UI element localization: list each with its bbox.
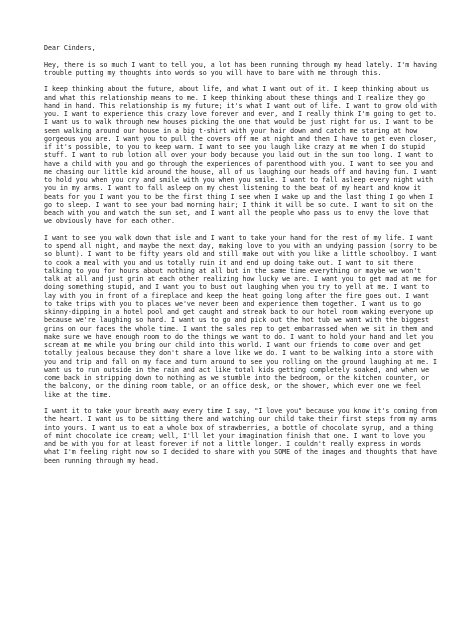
letter-paragraph-2: I keep thinking about the future, about life, and what I want out of it. I keep thinking about us and what this relationship means to me. I keep thinking about these things and I realize they go hand in hand. This relationship is my future; it's what I want out of life. I want to grow old with you. I want to experience this crazy love forever and ever, and I really think I'm going to get to. I want us to walk through new houses picking the one that would be just right for us. I want to be seen walking around our house in a big t-shirt with your hair down and catch me staring at how gorgeous you are. I want you to pull the covers off me at night and then I have to get even closer, if it's possible, to you to keep warm. I want to see you laugh like crazy at me when I do stupid stuff. I want to rub lotion all over your body because you laid out in the sun too long. I want to have a child with you and go through the experiences of parenthood with you. I want to see you and me chasing our little kid around the house, all of us laughing our heads off and having fun. I want to hold you when you cry and smile with you when you smile. I want to fall asleep every night with you in my arms. I want to fall asleep on my chest listening to the beat of my heart and know it beats for you I want you to be the first thing I see when I wake up and the last thing I go when I go to sleep. I want to see your bad morning hair; I think it will be so cute. I want to sit on the beach with you and watch the sun set, and I want all the people who pass us to envy the love that we obviously have for each other.: [44, 85, 441, 226]
letter-paragraph-3: I want to see you walk down that isle and I want to take your hand for the rest of my life. I want to spend all night, and maybe the next day, making love to you with an undying passion (sorry to be so blunt). I want to be fifty years old and still make out with you like a little schoolboy. I want to cook a meal with you and us totally ruin it and end up doing take out. I want to sit there talking to you for hours about nothing at all but in the same time everything or maybe we won't talk at all and just grin at each other realizing how lucky we are. I want you to get mad at me for doing something stupid, and I want you to bust out laughing when you try to yell at me. I want to lay with you in front of a fireplace and keep the heat going long after the fire goes out. I want to take trips with you to places we've never been and experience them together. I want us to go skinny-dipping in a hotel pool and get caught and streak back to our hotel room waking everyone up because we're laughing so hard. I want us to go and pick out the hot tub we want with the biggest grins on our faces the whole time. I want the sales rep to get embarrassed when we sit in them and make sure we have enough room to do the things we want to do. I want to hold your hand and let you scream at me while you bring our child into this world. I want our friends to come over and get totally jealous because they don't share a love like we do. I want to be walking into a store with you and trip and fall on my face and turn around to see you rolling on the ground laughing at me. I want us to run outside in the rain and act like total kids getting completely soaked, and when we come back in stripping down to nothing as we stumble into the bedroom, or the kitchen counter, or the balcony, or the dining room table, or an office desk, or the shower, which ever one we feel like at the time.: [44, 233, 441, 399]
letter-paragraph-4: I want it to take your breath away every time I say, "I love you" because you know it's coming from the heart. I want us to be sitting there and watching our child take their first steps from my arms into yours. I want us to eat a whole box of strawberries, a bottle of chocolate syrup, and a thing of mint chocolate ice cream; well, I'll let your imagination finish that one. I want to love you and be with you for at least forever if not a little longer. I couldn't really express in words what I'm feeling right now so I decided to share with you SOME of the images and thoughts that have been running through my head.: [44, 407, 441, 465]
letter-paragraph-1: Hey, there is so much I want to tell you, a lot has been running through my head lately. I'm having trouble putting my thoughts into words so you will have to bare with me through this.: [44, 60, 441, 77]
letter-salutation: Dear Cinders,: [44, 44, 96, 52]
